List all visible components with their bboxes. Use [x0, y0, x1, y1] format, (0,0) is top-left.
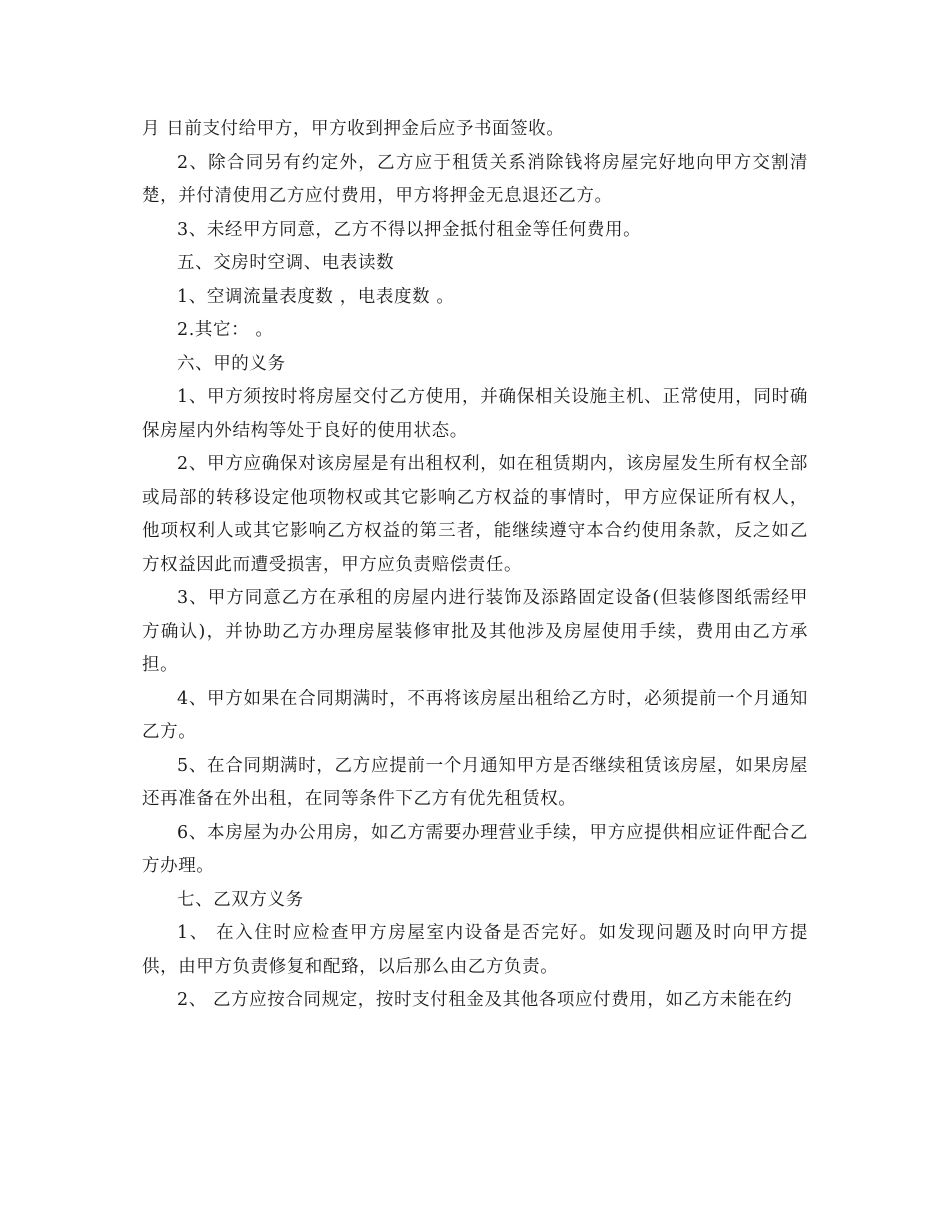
paragraph-meter-values: 1、空调流量表度数 ，电表度数 。	[177, 286, 455, 307]
section-heading-meter-readings: 五、交房时空调、电表读数	[177, 253, 395, 273]
paragraph-a-obligation-1: 1、甲方须按时将房屋交付乙方使用，并确保相关设施主机、正常使用，同时确保房屋内外结构等处于良好的使用状态。	[142, 387, 808, 441]
paragraph-a-obligation-5: 5、在合同期满时，乙方应提前一个月通知甲方是否继续租赁该房屋，如果房屋还再准备在外出租，在同等条件下乙方有优先租赁权。	[142, 755, 808, 809]
document-body	[142, 113, 808, 1018]
paragraph-deposit-refund: 2、除合同另有约定外，乙方应于租赁关系消除钱将房屋完好地向甲方交割清楚，并付清使用乙方应付费用，甲方将押金无息退还乙方。	[142, 152, 808, 206]
paragraph-a-obligation-2: 2、甲方应确保对该房屋是有出租权利，如在租赁期内，该房屋发生所有权全部或局部的转移设定他项物权或其它影响乙方权益的事情时，甲方应保证所有权人，他项权利人或其它影响乙方权益的第三者，能继续遵守本合约使用条款，反之如乙方权益因此而遭受损害，甲方应负责赔偿责任。	[142, 454, 808, 575]
section-heading-party-a-obligations: 六、甲的义务	[177, 353, 286, 374]
paragraph-a-obligation-4: 4、甲方如果在合同期满时，不再将该房屋出租给乙方时，必须提前一个月通知乙方。	[142, 688, 808, 742]
paragraph-other: 2.其它： 。	[177, 320, 274, 340]
paragraph-deposit-receipt: 月 日前支付给甲方，甲方收到押金后应予书面签收。	[142, 119, 565, 139]
paragraph-deposit-offset: 3、未经甲方同意，乙方不得以押金抵付租金等任何费用。	[177, 219, 642, 240]
paragraph-a-obligation-6: 6、本房屋为办公用房，如乙方需要办理营业手续，甲方应提供相应证件配合乙方办理。	[142, 822, 808, 876]
paragraph-mutual-obligation-1: 1、 在入住时应检查甲方房屋室内设备是否完好。如发现问题及时向甲方提供，由甲方负责修复和配臵，以后那么由乙方负责。	[142, 923, 808, 977]
paragraph-a-obligation-3: 3、甲方同意乙方在承租的房屋内进行装饰及添路固定设备(但装修图纸需经甲方确认)，并协助乙方办理房屋装修审批及其他涉及房屋使用手续，费用由乙方承担。	[142, 588, 808, 675]
paragraph-mutual-obligation-2: 2、 乙方应按合同规定，按时支付租金及其他各项应付费用，如乙方未能在约	[177, 990, 793, 1010]
section-heading-mutual-obligations: 七、乙双方义务	[177, 889, 304, 910]
